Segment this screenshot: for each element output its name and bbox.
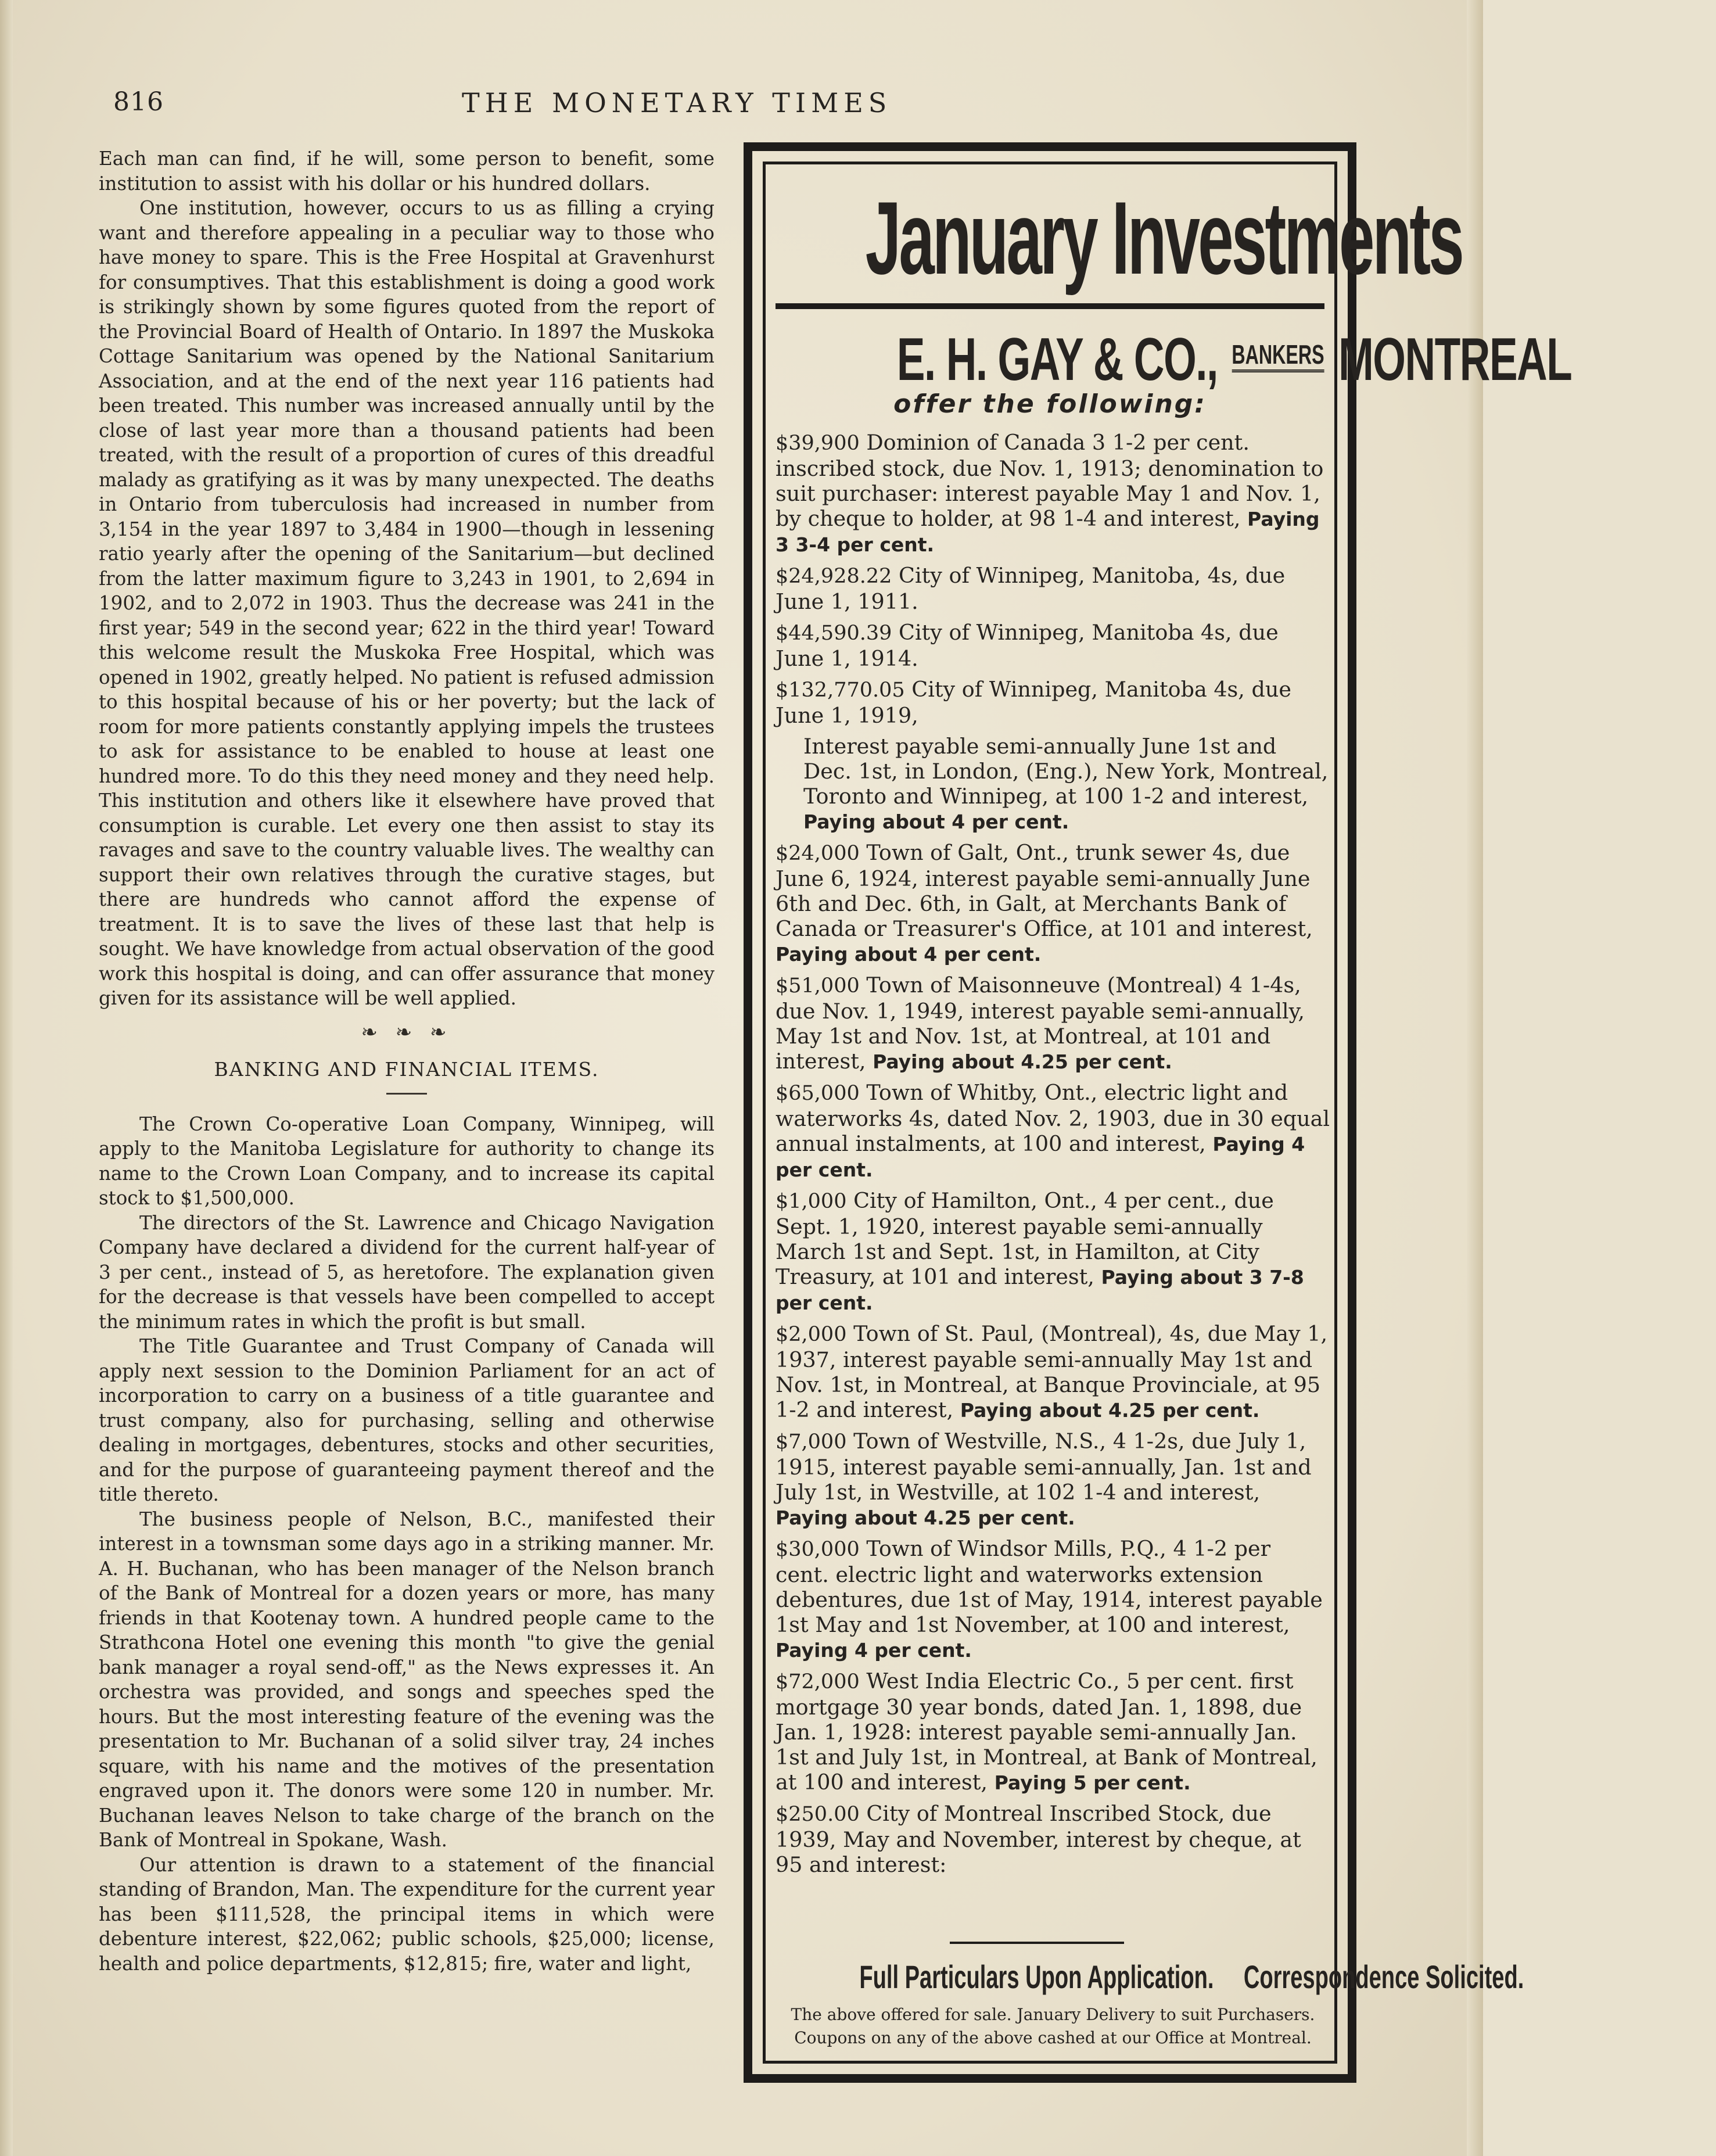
security-amount: $44,590.39 (776, 622, 892, 645)
ad-security-item (776, 1429, 1330, 1530)
ad-securities-list (776, 430, 1330, 1883)
ad-headline: January Investments (865, 180, 1463, 296)
investment-advertisement (744, 142, 1572, 2083)
ad-bottom-rule (950, 1942, 1124, 1944)
security-description: Interest payable semi-annually June 1st and Dec. 1st, in London, (Eng.), New York, Montreal, Toronto and Winnipeg, at 100 1-2 and interest, (803, 734, 1329, 809)
security-yield: Paying 4 per cent. (776, 1639, 972, 1662)
ad-headline-rule (776, 303, 1324, 309)
ad-firm-row (752, 320, 1572, 393)
security-yield: Paying about 4.25 per cent. (776, 1506, 1075, 1529)
security-amount: $51,000 (776, 974, 860, 998)
ad-footer-left: Full Particulars Upon Application. (859, 1958, 1214, 1995)
security-amount: $7,000 (776, 1430, 847, 1454)
ad-footer-right: Correspondence Solicited. (1243, 1958, 1524, 1995)
journal-title: THE MONETARY TIMES (462, 87, 892, 119)
ad-security-item (776, 563, 1330, 614)
security-description: City of Winnipeg, Manitoba 4s, due June 1, 1914. (776, 620, 1279, 671)
security-description: Town of St. Paul, (Montreal), 4s, due May 1, 1937, interest payable semi-annually May 1st and Nov. 1st, in Montreal, at Banque Provinciale, at 95 1-2 and interest, (776, 1321, 1328, 1422)
page-number: 816 (113, 87, 164, 117)
news-item-paragraph: The Crown Co-operative Loan Company, Winnipeg, will apply to the Manitoba Legislature for authority to change its name to the Crown Loan Company, and to increase its capital stock to $1,500,000. (99, 1113, 715, 1209)
ad-security-item (776, 1080, 1330, 1182)
article-paragraph: One institution, however, occurs to us as filling a crying want and therefore appealing in a peculiar way to those who have money to spare. This is the Free Hospital at Gravenhurst for consumptives. That this establishment is doing a good work is strikingly shown by some figures quoted from the report of the Provincial Board of Health of Ontario. In 1897 the Muskoka Cottage Sanitarium was opened by the National Sanitarium Association, and at the end of the next year 116 patients had been treated. This number was increased annually until by the close of last year more than a thousand patients had been treated, with the result of a proportion of cures of this dreadful malady as gratifying as it was by many unexpected. The deaths in Ontario from tuberculosis had increased in number from 3,154 in the year 1897 to 3,484 in 1900—though in lessening ratio yearly after the opening of the Sanitarium—but declined from the latter maximum figure to 3,243 in 1901, to 2,694 in 1902, and to 2,072 in 1903. Thus the decrease was 241 in the first year; 549 in the second year; 622 in the third year! Toward this welcome result the Muskoka Free Hospital, which was opened in 1902, greatly helped. No patient is refused admission to this hospital because of his or her poverty; but the lack of room for more patients constantly applying impels the trustees to ask for assistance to be enabled to house at least one hundred more. To do this they need money and they need help. This institution and others like it elsewhere have proved that consumption is curable. Let every one then assist to stay its ravages and save to the country valuable lives. The wealthy can support their own relatives through the curative stages, but there are hundreds who cannot afford the expense of treatment. It is to save the lives of these last that help is sought. We have knowledge from actual observation of the good work this hospital is doing, and can offer assurance that money given for its assistance will be well applied. (99, 197, 715, 1009)
page-header (113, 87, 1362, 134)
ad-security-item (776, 734, 1330, 834)
security-amount: $250.00 (776, 1803, 860, 1826)
security-description: Town of Whitby, Ont., electric light and waterworks 4s, dated Nov. 2, 1903, due in 30 equal annual instalments, at 100 and interest, (776, 1080, 1330, 1156)
firm-city: MONTREAL (1338, 326, 1572, 393)
security-yield: Paying about 4 per cent. (803, 810, 1069, 833)
security-description: Town of Galt, Ont., trunk sewer 4s, due June 6, 1924, interest payable semi-annually June 6th and Dec. 6th, in Galt, at Merchants Bank of Canada or Treasurer's Office, at 101 and interest, (776, 840, 1313, 941)
security-yield: Paying 5 per cent. (994, 1771, 1191, 1794)
ad-footnote: The above offered for sale. January Delivery to suit Purchasers. Coupons on any of the above cashed at our Office at Montreal. (791, 2005, 1315, 2047)
ad-security-item (776, 1536, 1330, 1663)
security-yield: Paying 3 3-4 per cent. (776, 508, 1320, 556)
security-description: Town of Maisonneuve (Montreal) 4 1-4s, due Nov. 1, 1949, interest payable semi-annually, May 1st and Nov. 1st, at Montreal, at 101 and interest, (776, 973, 1305, 1074)
security-amount: $30,000 (776, 1538, 860, 1561)
section-ornament: ❧ ❧ ❧ (361, 1020, 453, 1044)
news-item-paragraph: Our attention is drawn to a statement of the financial standing of Brandon, Man. The expenditure for the current year has been $111,528, the principal items in which were debenture interest, $22,062; public schools, $25,000; license, health and police departments, $12,815; fire, water and light, (99, 1853, 715, 1975)
security-amount: $1,000 (776, 1190, 847, 1213)
security-yield: Paying about 4 per cent. (776, 943, 1042, 966)
firm-bankers-label: BANKERS (1232, 339, 1324, 372)
ad-security-item (776, 1669, 1330, 1795)
security-description: City of Winnipeg, Manitoba, 4s, due June 1, 1911. (776, 563, 1286, 614)
security-description: Dominion of Canada 3 1-2 per cent. inscribed stock, due Nov. 1, 1913; denomination to suit purchaser: interest payable May 1 and Nov. 1, by cheque to holder, at 98 1-4 and interest, (776, 430, 1324, 531)
section-title: BANKING AND FINANCIAL ITEMS. (214, 1058, 599, 1081)
security-description: Town of Windsor Mills, P.Q., 4 1-2 per cent. electric light and waterworks extension debentures, due 1st of May, 1914, interest payable 1st May and 1st November, at 100 and interest, (776, 1536, 1323, 1637)
security-yield: Paying about 4.25 per cent. (960, 1399, 1260, 1422)
ad-security-item (776, 430, 1330, 557)
security-amount: $2,000 (776, 1323, 847, 1346)
news-item-paragraph: The directors of the St. Lawrence and Chicago Navigation Company have declared a dividend for the current half-year of 3 per cent., instead of 5, as heretofore. The explanation given for the decrease is that vessels have been compelled to accept the minimum rates in which the profit is but small. (99, 1211, 715, 1333)
page-left-edge (0, 0, 13, 2156)
ad-firm-name (897, 320, 1571, 394)
left-column-article (99, 146, 715, 1976)
ad-security-item (776, 840, 1330, 967)
ad-security-item (776, 620, 1330, 671)
ad-security-item (776, 1321, 1330, 1423)
security-amount: $24,000 (776, 842, 860, 865)
security-yield: Paying about 4.25 per cent. (873, 1050, 1172, 1073)
security-amount: $72,000 (776, 1670, 860, 1694)
security-amount: $65,000 (776, 1082, 860, 1105)
ad-footer-line (848, 1958, 1524, 1996)
ad-security-item (776, 1188, 1330, 1315)
ad-security-item (776, 973, 1330, 1074)
security-description: City of Montreal Inscribed Stock, due 1939, May and November, interest by cheque, at 95 and interest: (776, 1801, 1301, 1877)
security-amount: $24,928.22 (776, 565, 892, 588)
security-yield: Paying 4 per cent. (776, 1133, 1305, 1181)
news-item-paragraph: The Title Guarantee and Trust Company of Canada will apply next session to the Dominion Parliament for an act of incorporation to carry on a business of a title guarantee and trust company, also for purchasing, selling and otherwise dealing in mortgages, debentures, stocks and other securities, and for the purpose of guaranteeing payment thereof and the title thereto. (99, 1335, 715, 1505)
ad-security-item (776, 677, 1330, 728)
security-amount: $132,770.05 (776, 679, 905, 702)
security-yield: Paying about 3 7-8 per cent. (776, 1266, 1304, 1314)
ad-security-item (776, 1801, 1330, 1877)
ad-offer-line: offer the following: (893, 389, 1207, 419)
news-item-paragraph: The business people of Nelson, B.C., manifested their interest in a townsman some days ago in a striking manner. Mr. A. H. Buchanan, who has been manager of the Nelson branch of the Bank of Montreal for a dozen years or more, has many friends in that Kootenay town. A hundred people came to the Strathcona Hotel one evening this month "to give the genial bank manager a royal send-off," as the News expresses it. An orchestra was provided, and songs and speeches sped the hours. But the most interesting feature of the evening was the presentation to Mr. Buchanan of a solid silver tray, 24 inches square, with his name and the motives of the presentation engraved upon it. The donors were some 120 in number. Mr. Buchanan leaves Nelson to take charge of the branch on the Bank of Montreal in Spokane, Wash. (99, 1508, 715, 1851)
security-amount: $39,900 (776, 432, 860, 455)
firm-name-text: E. H. GAY & CO., (896, 326, 1218, 393)
security-description: City of Winnipeg, Manitoba 4s, due June 1, 1919, (776, 677, 1291, 728)
security-description: West India Electric Co., 5 per cent. first mortgage 30 year bonds, dated Jan. 1, 1898, due Jan. 1, 1928: interest payable semi-annually Jan. 1st and July 1st, in Montreal, at Bank of Montreal, at 100 and interest, (776, 1669, 1317, 1795)
article-paragraph: Each man can find, if he will, some person to benefit, some institution to assist with his dollar or his hundred dollars. (99, 148, 715, 195)
security-description: Town of Westville, N.S., 4 1-2s, due July 1, 1915, interest payable semi-annually, Jan. 1st and July 1st, in Westville, at 102 1-4 and interest, (776, 1429, 1312, 1505)
security-description: City of Hamilton, Ont., 4 per cent., due Sept. 1, 1920, interest payable semi-annually March 1st and Sept. 1st, in Hamilton, at City Treasury, at 101 and interest, (776, 1188, 1274, 1289)
section-rule (386, 1093, 427, 1095)
